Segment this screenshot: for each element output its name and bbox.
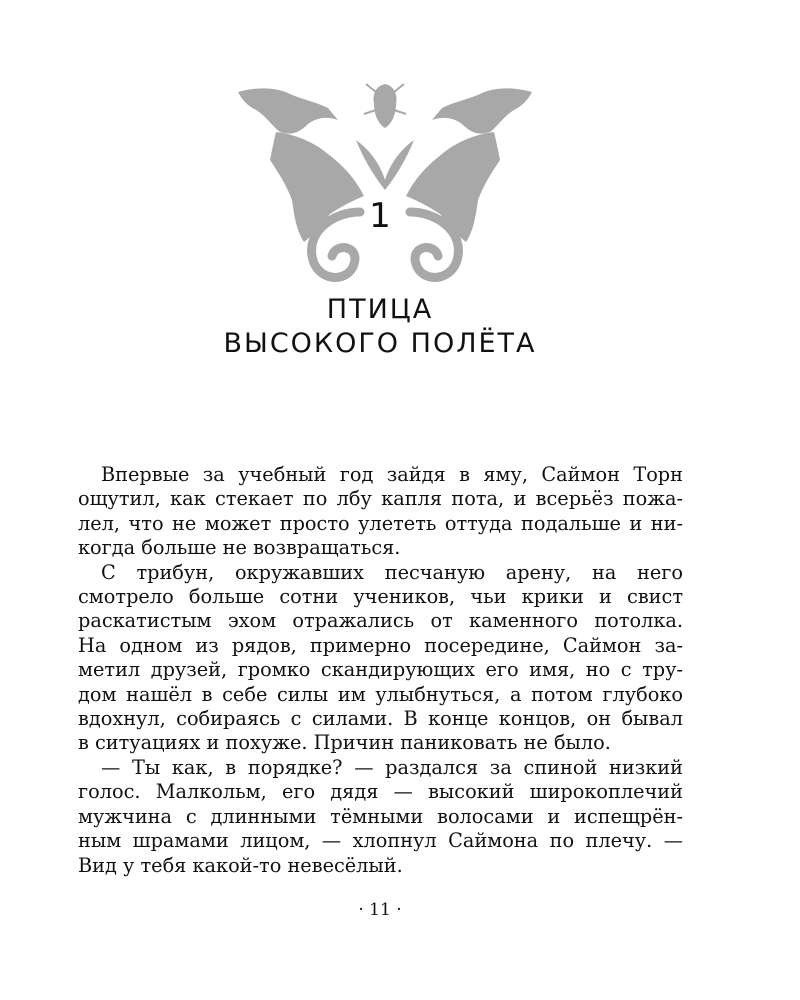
text-line: раскатистым эхом отражались от каменного потолка.: [78, 609, 683, 633]
chapter-body-text: [78, 463, 683, 878]
text-line: в ситуациях и похуже. Причин паниковать не было.: [78, 731, 611, 755]
text-line: когда больше не возвращаться.: [78, 536, 401, 560]
right-bird-icon: [432, 88, 532, 133]
text-line: — Ты как, в порядке? — раздался за спиной низкий: [101, 755, 683, 779]
text-line: С трибун, окружавших песчаную арену, на него: [101, 560, 683, 584]
text-line: метил друзей, громко скандирующих его имя, но с тру-: [78, 658, 683, 682]
text-line: мужчина с длинными тёмными волосами и испещрён-: [78, 804, 683, 828]
beetle-icon: [373, 84, 396, 128]
left-bird-icon: [238, 88, 338, 133]
text-line: На одном из рядов, примерно посередине, Саймон за-: [78, 633, 683, 657]
page-number: · 11 ·: [358, 900, 402, 920]
text-line: Вид у тебя какой-то невесёлый.: [78, 853, 403, 877]
text-line: смотрело больше сотни учеников, чьи крики и свист: [78, 585, 683, 609]
text-line: дом нашёл в себе силы им улыбнуться, а потом глубоко: [78, 682, 683, 706]
text-line: ным шрамами лицом, — хлопнул Саймона по плечу. —: [78, 829, 683, 853]
chapter-title-line-1: ПТИЦА: [326, 294, 434, 325]
chapter-number: 1: [369, 196, 391, 236]
chapter-title-line-2: ВЫСОКОГО ПОЛЁТА: [223, 328, 537, 359]
text-line: вдохнул, собираясь с силами. В конце концов, он бывал: [78, 707, 683, 731]
text-line: лел, что не может просто улететь оттуда подальше и ни-: [78, 511, 683, 535]
text-line: ощутил, как стекает по лбу капля пота, и всерьёз пожа-: [78, 487, 683, 511]
text-line: Впервые за учебный год зайдя в яму, Саймон Торн: [101, 463, 683, 486]
chapter-emblem-icon: [230, 80, 540, 300]
text-line: голос. Малкольм, его дядя — высокий широкоплечий: [78, 780, 683, 804]
